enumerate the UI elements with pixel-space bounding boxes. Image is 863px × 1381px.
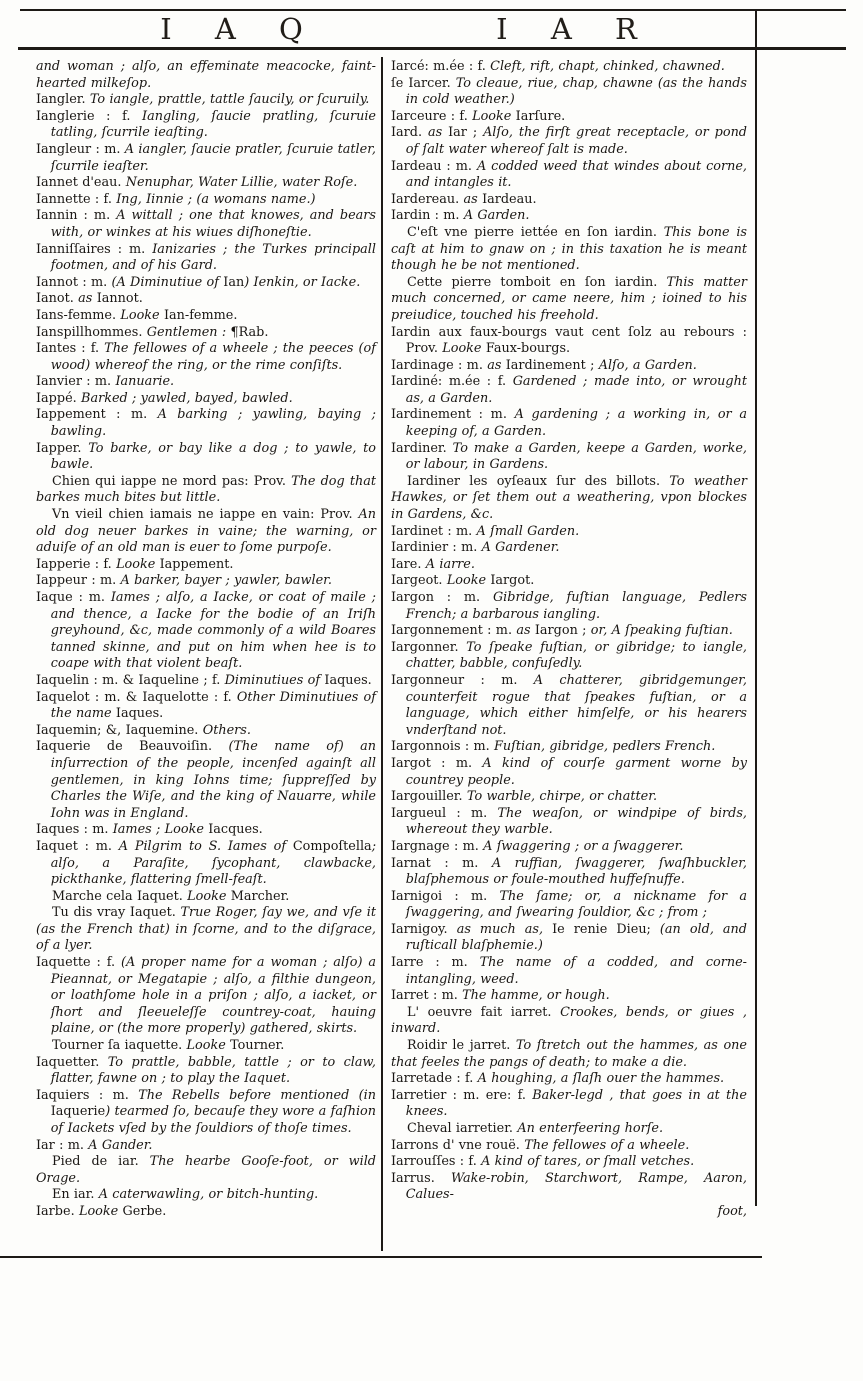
headword-text: Iarcé: m.ée : f. [391,59,491,74]
headword-text: Iannet d'eau. [36,175,126,191]
gloss-text: Looke [116,556,160,572]
gloss-text: (an old, and ruſticall blaſphemie.) [405,921,747,954]
gloss-text: The hearbe Gooſe-foot, or wild Orage. [36,1154,376,1186]
dictionary-entry [391,557,747,574]
gloss-text: An old dog neuer barkes in vaine; the warning, or aduiſe of an old man is euer to ſome purpoſe. [36,507,376,556]
headword-text: Iannot : m. [36,274,112,290]
headword-text: Ian-femme. [163,307,238,323]
gloss-text: Alſo, the firſt great receptacle, or pond of ſalt water whereof ſalt is made. [405,125,747,157]
gloss-text: Ianizaries ; the Turkes principall footmen, and of his Gard. [50,241,376,274]
gloss-text: A kind of courſe garment worne by countrey people. [405,755,747,788]
dictionary-entry [36,1187,376,1204]
gloss-text: The hamme, or hough. [462,988,610,1004]
headword-text: Iargnage : m. [391,838,484,854]
dictionary-entry [391,540,747,557]
dictionary-entry [36,573,376,590]
gloss-text: A gardening ; a working in, or a keeping of, a Garden. [405,407,747,440]
headword-text: Iangler. [36,92,90,108]
dictionary-entry [36,690,376,723]
dictionary-entry [36,92,376,109]
headword-text: Iannot. [96,291,143,307]
headword-text: Iannette : f. [36,191,117,207]
headword-text: Iarnat : m. [391,855,492,871]
gloss-text: The fellowes of a wheele ; the peeces (of wood) whereof the ring, or the rime conſiſts. [50,341,376,373]
gloss-text: A Pilgrim to S. Iames of [118,838,293,854]
dictionary-entry [391,125,747,158]
headword-text: Iargot. [490,573,535,589]
headword-text: Iaquette : f. [36,955,121,971]
column-divider [381,57,383,1251]
headword-text: Ian [223,274,245,290]
dictionary-entry [391,806,747,839]
gloss-text: The ſame; or, a nickname for a ſwaggering, and ſwearing ſouldior, &c ; from ; [405,888,747,921]
gloss-text: as [78,291,97,307]
headword-text: Ianniſſaires : m. [36,241,153,257]
headword-text: Iarnigoi : m. [391,888,500,904]
headword-text: Ie renie Dieu; [552,921,660,937]
headword-text: Iargonnois : m. [391,739,495,755]
dictionary-entry [36,242,376,275]
dictionary-entry [391,1088,747,1121]
dictionary-entry [391,374,747,407]
headword-text: Marcher. [230,888,290,904]
gloss-text: Gentlemen : [146,324,231,340]
dictionary-entry [391,275,747,325]
gloss-text: Baker-legd , that goes in at the knees. [405,1087,747,1120]
headword-text: Iaques. [324,672,372,688]
dictionary-entry [391,407,747,440]
dictionary-entry [36,905,376,955]
gloss-text: The dog that barkes much bites but little. [36,473,376,506]
headword-text: Iargeot. [391,573,447,589]
dictionary-entry [36,275,376,292]
headword-text: Iargon : m. [391,590,493,605]
dictionary-entry [391,1204,747,1221]
headword-text: Tu dis vray Iaquet. [52,905,181,921]
headword-text: Faux-bourgs. [485,341,571,357]
gloss-text: as much as, [456,921,553,937]
headword-text: Iardeau. [482,191,537,207]
gloss-text: The weaſon, or windpipe of birds, whereout they warble. [405,805,747,838]
headword-text: Iaquetter. [36,1054,108,1070]
dictionary-entry [36,175,376,192]
gloss-text: A ruffian, ſwaggerer, ſwaſhbuckler, blaſphemous or foule-mouthed huffeſnuffe. [405,855,747,888]
gloss-text: Other Diminutiues of the name [50,689,376,722]
dictionary-entry [36,391,376,408]
headword-text: Iacques. [208,822,263,838]
headword-text: Iarſure. [515,108,566,124]
dictionary-entry [36,441,376,474]
headword-text: Iarretade : f. [391,1071,478,1087]
dictionary-entry [391,208,747,225]
dictionary-entry [391,623,747,640]
gloss-text: True Roger, ſay we, and vſe it (as the French that) in ſcorne, and to the diſgrace, of a lyer. [36,905,377,954]
headword-text: Iargueul : m. [391,805,498,821]
headword-text: Cheval iarretier. [407,1121,518,1136]
headword-text: Iapperie : f. [36,556,117,572]
gloss-text: To weather Hawkes, or ſet them out a weathering, vpon blockes in Gardens, &c. [391,473,747,523]
dictionary-entry [36,739,376,822]
running-head-iar: I A R [496,12,654,46]
headword-text: En iar. [52,1187,99,1203]
dictionary-entry [391,59,747,76]
dictionary-entry [391,789,747,806]
gloss-text: Wake-robin, Starchwort, Rampe, Aaron, Calues- [405,1170,747,1203]
gloss-text: Looke [78,1203,123,1219]
dictionary-entry [391,889,747,922]
gloss-text: Cleft, rift, chapt, chinked, chawned. [490,59,725,74]
headword-text: Cette pierre tomboit en ſon iardin. [407,274,667,290]
headword-text: Marche cela Iaquet. [52,888,188,904]
gloss-text: as [427,125,449,141]
dictionary-entry [391,739,747,756]
dictionary-entry [36,822,376,839]
headword-text: C'eſt vne pierre iettée en ſon iardin. [407,224,664,240]
dictionary-entry [36,723,376,740]
dictionary-entry [36,1038,376,1055]
headword-text: Iargonner. [391,639,467,655]
gloss-text: To cleaue, riue, chap, chawne (as the hands in cold weather.) [405,75,748,108]
gloss-text: A Garden. [463,208,530,224]
headword-text: Compoſtella [292,838,372,854]
dictionary-entry [36,341,376,374]
dictionary-entry [391,673,747,739]
headword-text: Iar ; [448,125,484,141]
dictionary-entry [36,507,376,557]
headword-text: Iaques. [115,706,164,722]
dictionary-entry [36,109,376,142]
headword-text: Iargonnement : m. [391,623,517,639]
left-column [36,59,376,1221]
headword-text: Iappement. [159,556,234,572]
headword-text: ſe Iarcer. [391,75,456,91]
headword-text: Ianglerie : f. [36,108,143,124]
dictionary-entry [36,955,376,1038]
gloss-text: To prattle, babble, tattle ; or to claw, flatter, fawne on ; to play the Iaquet. [50,1054,376,1087]
gloss-text: Gibridge, fuſtian language, Pedlers French; a barbarous iangling. [405,590,747,622]
dictionary-entry [36,374,376,391]
headword-text: Iardin : m. [391,208,464,224]
gloss-text: as [487,357,506,373]
dictionary-entry [391,640,747,673]
dictionary-entry [36,208,376,241]
headword-text: Iardinage : m. [391,357,488,373]
gloss-text: ; alſo, a Paraſite, ſycophant, clawbacke, pickthanke, flattering ſmell-feaſt. [50,838,376,888]
gloss-text: This matter much concerned, or came neere, him ; ioined to his preiudice, touched his freehold. [391,274,747,323]
dictionary-entry [391,1121,747,1138]
headword-text: Iaquiers : m. [36,1087,139,1103]
headword-text: Iarret : m. [391,988,463,1004]
gloss-text: Diminutiues of [224,672,325,688]
dictionary-entry [391,573,747,590]
gloss-text: Looke [186,1038,231,1054]
gloss-text: A iangler, ſaucie pratler, ſcuruie tatler, ſcurrile ieaſter. [50,141,376,174]
gloss-text: To make a Garden, keepe a Garden, worke, or labour, in Gardens. [405,440,747,473]
headword-text: L' oeuvre fait iarret. [407,1004,561,1020]
dictionary-entry [391,441,747,474]
gloss-text: ) tearmed ſo, becauſe they wore a faſhion of Iackets vſed by the ſouldiors of thoſe times. [50,1104,376,1136]
gloss-text: as [463,191,483,207]
dictionary-entry [36,839,376,889]
headword-text: Iargonneur : m. [391,672,534,688]
headword-text: Iarrons d' vne rouë. [391,1137,525,1153]
gloss-text: A barking ; yawling, baying ; bawling. [50,407,376,440]
dictionary-entry [391,988,747,1005]
headword-text: Iapper. [36,440,89,456]
headword-text: Iangleur : m. [36,141,125,157]
headword-text: Iaques : m. [36,822,113,838]
dictionary-entry [36,325,376,342]
gloss-text: The Rebells before mentioned (in [138,1087,376,1103]
gloss-text: The fellowes of a wheele. [524,1137,690,1153]
dictionary-entry [36,1088,376,1138]
headword-text: Roidir le jarret. [407,1038,516,1054]
gloss-text: Others. [202,722,251,738]
gloss-text: Looke [120,307,164,323]
gloss-text: A wittall ; one that knowes, and bears with, or winkes at his wiues diſhoneſtie. [50,208,376,240]
dictionary-entry [391,1138,747,1155]
gloss-text: A Gander. [88,1137,153,1153]
headword-text: Vn vieil chien iamais ne iappe en vain: Prov. [52,507,359,523]
headword-text: Iargot : m. [391,755,483,771]
headword-text: Tourner ſa iaquette. [52,1038,187,1054]
gloss-text: Looke [472,108,516,124]
gloss-text: Looke [187,888,231,904]
headword-text: Iardeau : m. [391,158,477,174]
gloss-text: foot, [717,1203,747,1219]
dictionary-entry [391,325,747,358]
dictionary-entry [391,590,747,623]
gloss-text: or, A ſpeaking fuſtian. [590,623,733,639]
headword-text: Iappeur : m. [36,573,121,589]
gloss-text: Iangling, ſaucie pratling, ſcuruie tatling, ſcurrile ieaſting. [50,108,377,141]
headword-text: Iarrus. [391,1170,452,1186]
headword-text: Iaquerie de Beauvoiſin. [36,739,229,755]
gloss-text: Looke [446,573,491,589]
gloss-text: Nenuphar, Water Lillie, water Roſe. [125,175,358,191]
headword-text: Iaquelot : m. & Iaquelotte : f. [36,689,237,705]
headword-text: Tourner. [230,1038,285,1054]
gloss-text: Looke [442,341,486,357]
gloss-text: To ſpeake fuſtian, or gibridge; to iangle, chatter, babble, confuſedly. [405,639,747,672]
right-column [391,59,747,1221]
headword-text: Iardereau. [391,191,464,207]
headword-text: Iardinement : m. [391,407,515,423]
headword-text: Iardiné: m.ée : f. [391,374,513,390]
gloss-text: To iangle, prattle, tattle ſaucily, or ſcuruily. [89,92,370,108]
headword-text: Iarrouſſes : f. [391,1154,482,1170]
dictionary-entry [391,756,747,789]
gloss-text: Iames ; Looke [112,822,209,838]
dictionary-entry [36,557,376,574]
headword-text: Iarretier : m. ere: f. [391,1087,533,1103]
dictionary-entry [36,1138,376,1155]
gloss-text: Iames ; alſo, a Iacke, or coat of maile ; and thence, a Iacke for the bodie of an Iriſh greyhound, &c, made commonly of a wild Boares tanned skinne, and put on him when hee is to coape with that violent beaſt. [50,590,376,672]
headword-text: Iaquerie [50,1104,106,1120]
headword-text: Iarre : m. [391,955,480,971]
bottom-rule [0,1256,762,1258]
headword-text: Iargouiller. [391,789,467,805]
gloss-text: ) [244,274,254,290]
gloss-text: A houghing, a ſlaſh ouer the hammes. [477,1071,725,1087]
gloss-text: Ienkin, or Iacke. [253,274,361,290]
dictionary-entry [391,922,747,955]
gloss-text: This bone is caſt at him to gnaw on ; in this taxation he is meant though he be not mentioned. [391,224,747,274]
gloss-text: (A proper name for a woman ; alſo) a Pieannat, or Megatapie ; alſo, a filthie dungeon, or loathſome hole in a priſon ; alſo, a iacket, or ſhort and ſleeueleſſe countrey-coat, hauing plaine, or (the more properly) gathered, skirts. [50,955,377,1037]
headword-text: Ianspillhommes. [36,324,147,340]
headword-text: Iarbe. [36,1203,79,1219]
headword-text: Iaque : m. [36,590,111,605]
dictionary-entry [391,159,747,192]
gloss-text: as [516,623,535,639]
dictionary-entry [36,308,376,325]
dictionary-entry [391,109,747,126]
dictionary-entry [391,1171,747,1204]
dictionary-entry [391,225,747,275]
headword-text: Iardin aux faux-bourgs vaut cent ſolz au rebours : Prov. [391,324,747,357]
headword-text: Iarnigoy. [391,921,457,937]
headword-text: Iannin : m. [36,208,117,224]
headword-text: Iaquelin : m. & Iaqueline ; f. [36,672,225,688]
gloss-text: A chatterer, gibridgemunger, counterfeit rogue that ſpeakes fuſtian, or a language, which either himſelfe, or his hearers vnderſtand not. [405,672,747,738]
headword-text: Iarceure : f. [391,108,473,124]
headword-text: ¶Rab. [230,324,269,340]
dictionary-entry [391,955,747,988]
headword-text: Iare. [391,556,426,572]
gloss-text: A iarre. [425,556,475,572]
gloss-text: An enterfeering horſe. [517,1121,664,1136]
dictionary-entry [391,474,747,524]
headword-text: Chien qui iappe ne mord pas: Prov. [52,473,292,489]
gloss-text: Gardened ; made into, or wrought as, a Garden. [405,374,748,406]
gloss-text: To warble, chirpe, or chatter. [466,789,658,805]
dictionary-entry [36,590,376,673]
headword-text: Iardinier : m. [391,540,482,556]
headword-text: Iar : m. [36,1137,89,1153]
gloss-text: Crookes, bends, or giues , inward. [391,1004,747,1037]
headword-text: Gerbe. [122,1203,167,1219]
dictionary-entry [36,673,376,690]
gloss-text: Ing, Iinnie ; (a womans name.) [116,191,316,207]
gloss-text: A Gardener. [481,540,560,556]
headword-text: Iaquet : m. [36,838,119,854]
gloss-text: A ſwaggering ; or a ſwaggerer. [483,838,684,854]
gloss-text: The name of a codded, and corne-intangling, weed. [405,955,747,987]
gloss-text: A barker, bayer ; yawler, bawler. [120,573,332,589]
gloss-text: Fuſtian, gibridge, pedlers French. [494,739,716,755]
dictionary-entry [36,192,376,209]
dictionary-entry [391,839,747,856]
headword-text: Ians-femme. [36,307,121,323]
headword-text: Pied de iar. [52,1154,150,1170]
headword-text: Iardiner les oyſeaux ſur des billots. [407,473,670,489]
dictionary-entry [36,407,376,440]
headword-text: Iappé. [36,390,82,406]
dictionary-entry [36,889,376,906]
dictionary-entry [391,76,747,109]
dictionary-entry [36,291,376,308]
dictionary-entry [36,1055,376,1088]
dictionary-entry [36,474,376,507]
headword-text: Iardinet : m. [391,523,477,539]
dictionary-entry [36,142,376,175]
running-head-iaq: I A Q [160,12,320,46]
gloss-text: Alſo, a Garden. [598,357,697,373]
dictionary-entry [391,856,747,889]
right-border [755,10,757,1206]
gloss-text: A codded weed that windes about corne, and intangles it. [405,158,747,191]
gloss-text: A ſmall Garden. [476,523,580,539]
gloss-text: A kind of tares, or ſmall vetches. [481,1154,695,1170]
top-rule [20,9,846,11]
gloss-text: and woman ; alſo, an effeminate meacocke, faint-hearted milkeſop. [36,59,376,91]
headword-text: Iard. [391,125,428,141]
dictionary-entry [391,1071,747,1088]
headword-text: Iardiner. [391,440,453,456]
headword-text: Iargon ; [534,623,591,639]
gloss-text: (The name of) an inſurrection of the people, incenſed againſt all gentlemen, in king Iohns time; ſuppreſſed by Charles the Wiſe, and the king of Nauarre, while Iohn was in England. [50,739,376,821]
headword-text: Ianvier : m. [36,374,116,390]
dictionary-entry [391,358,747,375]
gloss-text: To ſtretch out the hammes, as one that feeles the pangs of death; to make a die. [391,1038,747,1070]
headword-text: Iantes : f. [36,341,105,357]
gloss-text: To barke, or bay like a dog ; to yawle, to bawle. [50,440,376,473]
dictionary-entry [391,1038,747,1071]
dictionary-entry [36,1204,376,1221]
dictionary-entry [36,1154,376,1187]
headword-text: Iardinement ; [505,357,599,373]
dictionary-entry [391,192,747,209]
dictionary-entry [36,59,376,92]
dictionary-entry [391,1005,747,1038]
gloss-text: A caterwawling, or bitch-hunting. [98,1187,319,1203]
gloss-text: Barked ; yawled, bayed, bawled. [81,390,293,406]
gloss-text: (A Diminutiue of [111,274,224,290]
headword-text: Iappement : m. [36,407,158,423]
gloss-text: Ianuarie. [115,374,175,390]
dictionary-entry [391,1154,747,1171]
headword-text: Ianot. [36,291,79,307]
headword-text: Iaquemin; &, Iaquemine. [36,722,203,738]
dictionary-entry [391,524,747,541]
